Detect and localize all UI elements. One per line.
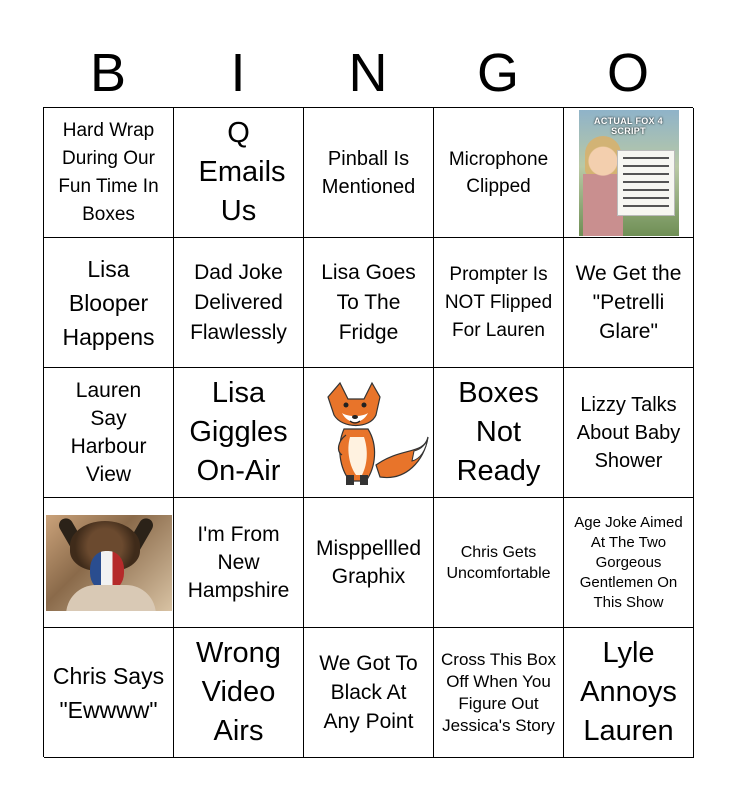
fox-icon: [306, 377, 432, 489]
header-letter-g: G: [476, 43, 519, 103]
bingo-cell[interactable]: [304, 108, 434, 238]
cell-label: Chris Says "Ewwww": [52, 662, 165, 723]
bingo-cell[interactable]: [174, 108, 304, 238]
bingo-cell[interactable]: [564, 238, 694, 368]
bingo-cell[interactable]: [44, 368, 174, 498]
bingo-cell[interactable]: [434, 628, 564, 758]
bingo-cell[interactable]: [304, 628, 434, 758]
sign-board: [617, 150, 675, 216]
bingo-header: [43, 42, 693, 104]
bingo-cell[interactable]: [174, 368, 304, 498]
cell-label: Prompter Is NOT Flipped For Lauren: [444, 263, 553, 341]
header-letter-b: B: [89, 43, 127, 103]
bingo-cell[interactable]: [564, 108, 694, 238]
bingo-cell[interactable]: [564, 628, 694, 758]
cell-label: Boxes Not Ready: [456, 377, 541, 487]
cell-label: We Get the "Petrelli Glare": [575, 262, 682, 343]
bingo-cell[interactable]: [304, 498, 434, 628]
header-letter-o: O: [606, 43, 649, 103]
bingo-cell[interactable]: [174, 238, 304, 368]
bingo-cell[interactable]: [434, 108, 564, 238]
bingo-cell[interactable]: [44, 628, 174, 758]
photo-caption: ACTUAL FOX 4 SCRIPT: [594, 115, 663, 136]
cell-label: I'm From New Hampshire: [187, 522, 290, 602]
bingo-cell[interactable]: [44, 238, 174, 368]
cell-label: Dad Joke Delivered Flawlessly: [190, 260, 287, 344]
header-letter-i: I: [230, 43, 246, 103]
cell-label: Lauren Say Harbour View: [70, 378, 147, 486]
cell-label: Wrong Video Airs: [196, 637, 281, 747]
girl-sign-photo: [579, 110, 679, 236]
bingo-cell[interactable]: [44, 108, 174, 238]
horned-costume-photo: [46, 515, 172, 611]
bingo-cell-free[interactable]: [304, 368, 434, 498]
cell-label: Lisa Goes To The Fridge: [321, 260, 416, 344]
bingo-cell[interactable]: [174, 498, 304, 628]
cell-label: We Got To Black At Any Point: [319, 652, 418, 733]
cell-label: Lisa Giggles On-Air: [189, 377, 288, 487]
cell-label: Misppellled Graphix: [315, 536, 422, 588]
cell-label: Microphone Clipped: [448, 148, 549, 197]
bingo-cell[interactable]: [434, 368, 564, 498]
bingo-cell[interactable]: [564, 498, 694, 628]
cell-label: Lisa Blooper Happens: [62, 255, 155, 350]
cell-label: Q Emails Us: [198, 117, 286, 227]
cell-label: Pinball Is Mentioned: [321, 147, 416, 198]
bingo-cell[interactable]: [434, 238, 564, 368]
header-letter-n: N: [348, 43, 388, 103]
cell-label: Lizzy Talks About Baby Shower: [576, 393, 681, 472]
cell-label: Lyle Annoys Lauren: [580, 637, 677, 747]
bingo-board: [43, 107, 693, 757]
bingo-cell[interactable]: [304, 238, 434, 368]
bingo-cell[interactable]: [174, 628, 304, 758]
bingo-cell[interactable]: [434, 498, 564, 628]
cell-label: Chris Gets Uncomfortable: [446, 543, 551, 582]
cell-label: Hard Wrap During Our Fun Time In Boxes: [58, 119, 159, 225]
cell-label: Cross This Box Off When You Figure Out Jessica's Story: [441, 649, 556, 735]
bingo-cell[interactable]: [564, 368, 694, 498]
bingo-cell[interactable]: [44, 498, 174, 628]
cell-label: Age Joke Aimed At The Two Gorgeous Gentlemen On This Show: [574, 513, 683, 611]
